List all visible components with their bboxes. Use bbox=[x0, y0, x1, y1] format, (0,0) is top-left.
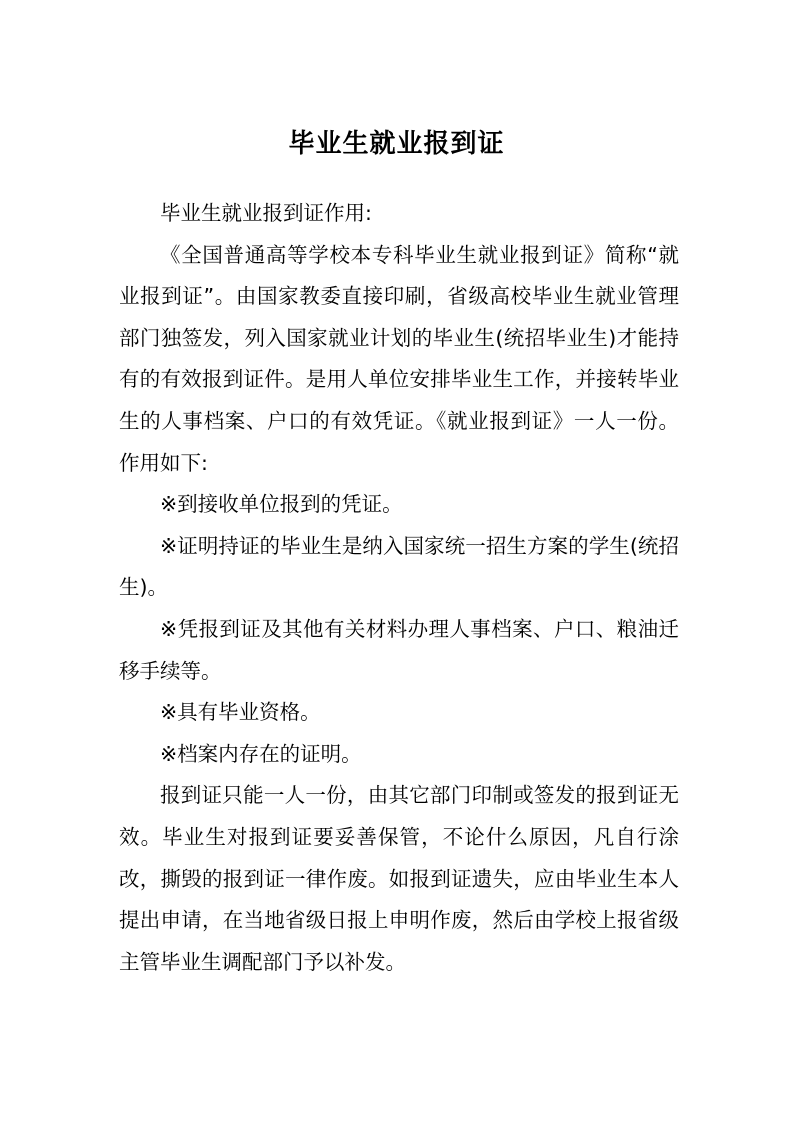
paragraph-bullet: ※凭报到证及其他有关材料办理人事档案、户口、粮油迁移手续等。 bbox=[119, 616, 679, 683]
document-body bbox=[119, 193, 679, 983]
paragraph-heading: 毕业生就业报到证作用: bbox=[160, 201, 372, 225]
document-title: 毕业生就业报到证 bbox=[288, 129, 505, 159]
paragraph-bullet: ※证明持证的毕业生是纳入国家统一招生方案的学生(统招生)。 bbox=[119, 533, 679, 600]
paragraph-intro: 《全国普通高等学校本专科毕业生就业报到证》简称“就业报到证”。由国家教委直接印刷，省级高校毕业生就业管理部门独签发，列入国家就业计划的毕业生(统招毕业生)才能持有的有效报到证件。是用人单位安排毕业生工作，并接转毕业生的人事档案、户口的有效凭证。《就业报到证》一人一份。作用如下: bbox=[119, 242, 679, 475]
paragraph-bullet: ※具有毕业资格。 bbox=[160, 700, 321, 725]
paragraph-bullet: ※档案内存在的证明。 bbox=[160, 741, 362, 766]
paragraph-bullet: ※到接收单位报到的凭证。 bbox=[160, 492, 403, 517]
paragraph-closing: 报到证只能一人一份，由其它部门印制或签发的报到证无效。毕业生对报到证要妥善保管，不论什么原因，凡自行涂改，撕毁的报到证一律作废。如报到证遗失，应由毕业生本人提出申请，在当地省级日报上申明作废，然后由学校上报省级主管毕业生调配部门予以补发。 bbox=[119, 783, 679, 974]
